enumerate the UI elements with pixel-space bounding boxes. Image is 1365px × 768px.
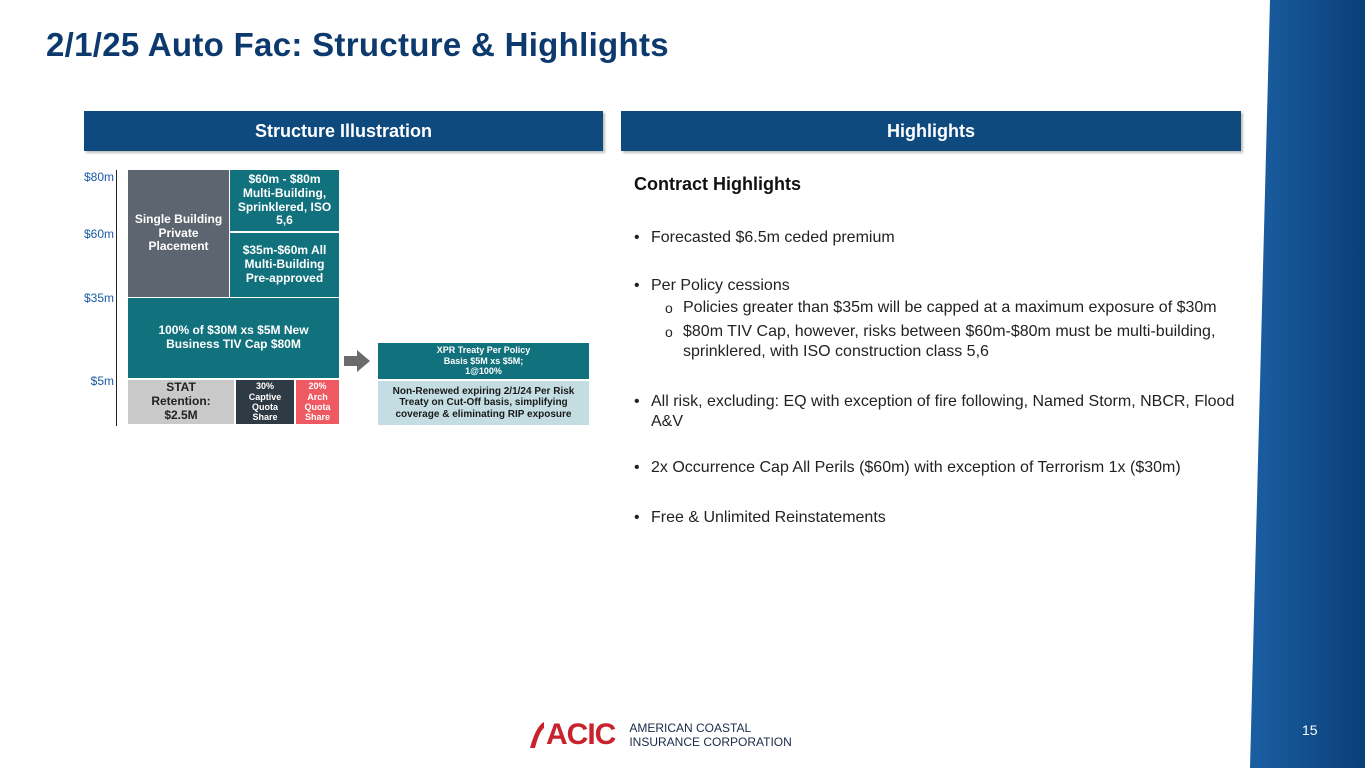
per-policy-sub-list (651, 298, 1252, 362)
contract-highlights-heading: Contract Highlights (634, 174, 801, 194)
arch-quota-share-block: 20% Arch Quota Share (295, 379, 340, 425)
company-logo (530, 718, 792, 752)
list-item (632, 458, 1252, 478)
highlights-bullet-list (632, 228, 1252, 528)
sub-bullet-tiv-cap: o $80m TIV Cap, however, risks between $60m-$80m must be multi-building, sprinklered, with ISO construction class 5,6 (651, 322, 1252, 362)
company-name-line2: INSURANCE CORPORATION (629, 735, 792, 749)
page-number: 15 (1302, 722, 1318, 738)
logo-wordmark: ACIC (546, 718, 616, 751)
xpr-treaty-block: XPR Treaty Per Policy Basis $5M xs $5M; 1@100% (377, 342, 590, 380)
sub-bullet-policy-cap: o Policies greater than $35m will be capped at a maximum exposure of $30m (651, 298, 1252, 318)
bullet-all-risk-exclusions: All risk, excluding: EQ with exception of fire following, Named Storm, NBCR, Flood A&V (651, 393, 1235, 430)
right-arrow-icon (344, 350, 370, 372)
tick-label-80m: $80m (83, 170, 114, 184)
bullet-reinstatements: Free & Unlimited Reinstatements (651, 509, 886, 526)
logo-swoosh-icon (530, 722, 544, 748)
tick-label-60m: $60m (83, 227, 114, 241)
highlights-header: Highlights (621, 111, 1241, 151)
structure-illustration-header: Structure Illustration (84, 111, 603, 151)
bullet-occurrence-cap: 2x Occurrence Cap All Perils ($60m) with exception of Terrorism 1x ($30m) (651, 459, 1181, 476)
tick-label-35m: $35m (83, 291, 114, 305)
diagram-axis-line (116, 170, 117, 426)
list-item (632, 392, 1252, 432)
company-name-line1: AMERICAN COASTAL (629, 721, 752, 735)
tick-label-5m: $5m (90, 374, 114, 388)
slide-title: 2/1/25 Auto Fac: Structure & Highlights (46, 26, 669, 63)
list-item (632, 508, 1252, 528)
list-item (632, 276, 1252, 362)
list-item (632, 228, 1252, 248)
captive-quota-share-block: 30% Captive Quota Share (235, 379, 295, 425)
single-building-private-placement-block: Single Building Private Placement (127, 169, 230, 298)
bullet-forecasted-premium: Forecasted $6.5m ceded premium (651, 229, 895, 246)
decorative-side-band (1245, 0, 1365, 768)
non-renewed-treaty-block: Non-Renewed expiring 2/1/24 Per Risk Treaty on Cut-Off basis, simplifying coverage & eliminating RIP exposure (377, 380, 590, 426)
stat-retention-block: STAT Retention: $2.5M (127, 379, 235, 425)
multi-building-60-80-block: $60m - $80m Multi-Building, Sprinklered, ISO 5,6 (229, 169, 340, 232)
multi-building-35-60-block: $35m-$60m All Multi-Building Pre-approved (229, 232, 340, 298)
company-name (629, 721, 791, 749)
quota-share-100-block: 100% of $30M xs $5M New Business TIV Cap $80M (127, 297, 340, 379)
bullet-per-policy-cessions: Per Policy cessions (651, 277, 790, 294)
